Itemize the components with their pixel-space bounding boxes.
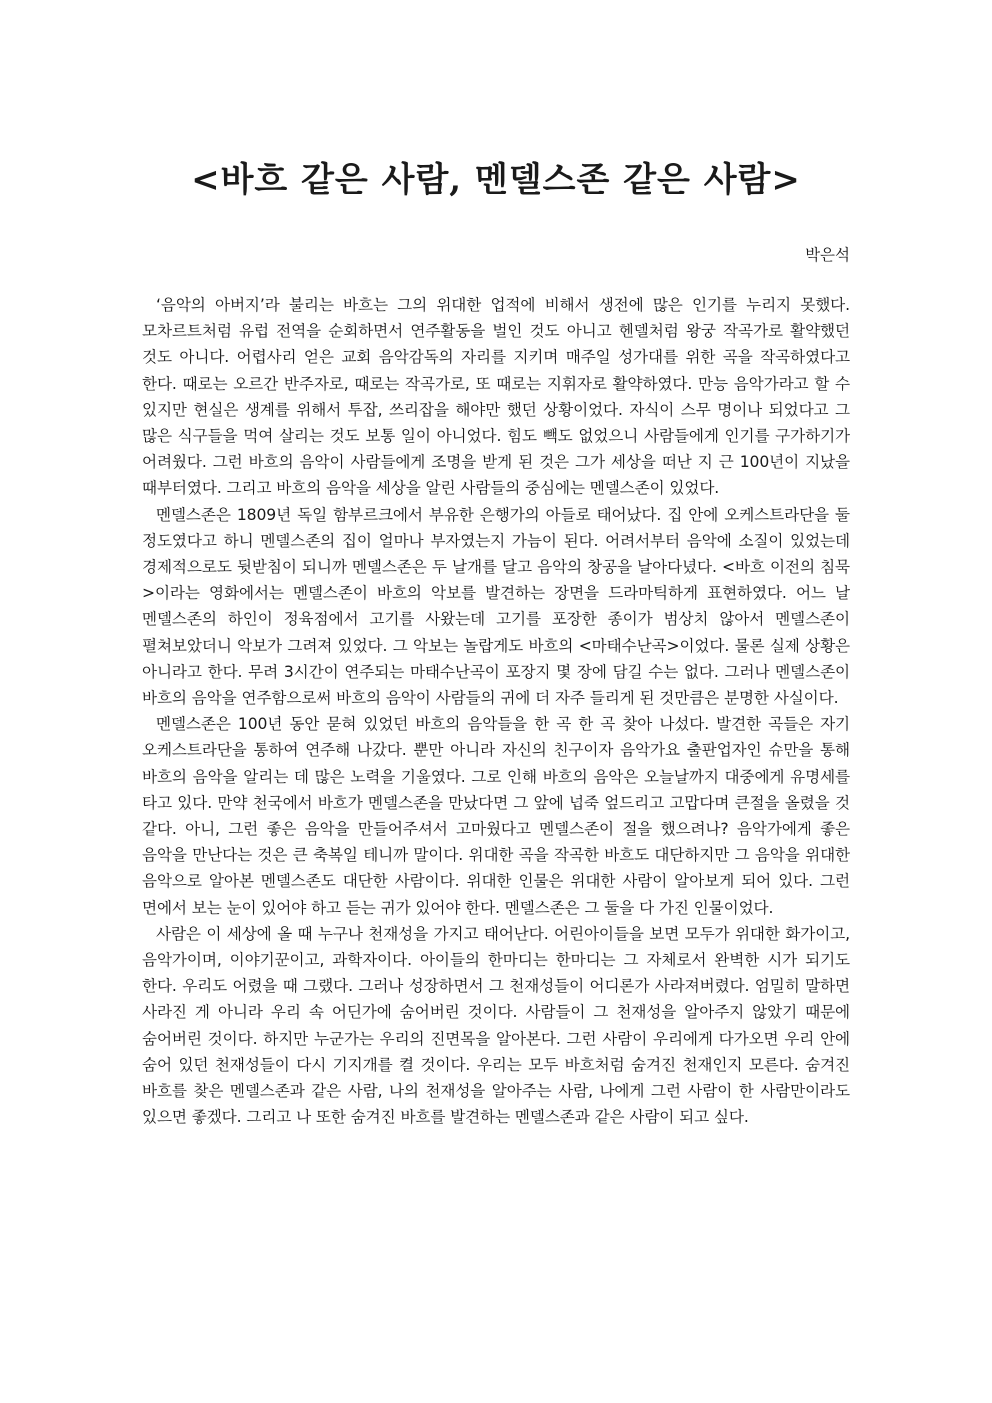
paragraph-1: ‘음악의 아버지’라 불리는 바흐는 그의 위대한 업적에 비해서 생전에 많은 인기를 누리지 못했다. 모차르트처럼 유럽 전역을 순회하면서 연주활동을 벌인 것도 아니고 헨델처럼 왕궁 작곡가로 활약했던 것도 아니다. 어렵사리 얻은 교회 음악감독의 자리를 지키며 매주일 성가대를 위한 곡을 작곡하였다고 한다. 때로는 오르간 반주자로, 때로는 작곡가로, 또 때로는 지휘자로 활약하였다. 만능 음악가라고 할 수 있지만 현실은 생계를 위해서 투잡, 쓰리잡을 해야만 했던 상황이었다. 자식이 스무 명이나 되었다고 그 많은 식구들을 먹여 살리는 것도 보통 일이 아니었다. 힘도 빽도 없었으니 사람들에게 인기를 구가하기가 어려웠다. 그런 바흐의 음악이 사람들에게 조명을 받게 된 것은 그가 세상을 떠난 지 근 100년이 지났을 때부터였다. 그리고 바흐의 음악을 세상을 알린 사람들의 중심에는 멘델스존이 있었다.: [142, 296, 850, 498]
author-name: 박은석: [805, 246, 850, 264]
paragraph-2: 멘델스존은 1809년 독일 함부르크에서 부유한 은행가의 아들로 태어났다. 집 안에 오케스트라단을 둘 정도였다고 하니 멘델스존의 집이 얼마나 부자였는지 가늠이 된다. 어려서부터 음악에 소질이 있었는데 경제적으로도 뒷받침이 되니까 멘델스존은 두 날개를 달고 음악의 창공을 날아다녔다. <바흐 이전의 침묵>이라는 영화에서는 멘델스존이 바흐의 악보를 발견하는 장면을 드라마틱하게 표현하였다. 어느 날 멘델스존의 하인이 정육점에서 고기를 사왔는데 고기를 포장한 종이가 범상치 않아서 멘델스존이 펼쳐보았더니 악보가 그려져 있었다. 그 악보는 놀랍게도 바흐의 <마태수난곡>이었다. 물론 실제 상황은 아니라고 한다. 무려 3시간이 연주되는 마태수난곡이 포장지 몇 장에 담길 수는 없다. 그러나 멘델스존이 바흐의 음악을 연주함으로써 바흐의 음악이 사람들의 귀에 더 자주 들리게 된 것만큼은 분명한 사실이다.: [142, 505, 850, 708]
document-body: [142, 292, 850, 1131]
paragraph-4: 사람은 이 세상에 올 때 누구나 천재성을 가지고 태어난다. 어린아이들을 보면 모두가 위대한 화가이고, 음악가이며, 이야기꾼이고, 과학자이다. 아이들의 한마디는 한마디는 그 자체로서 완벽한 시가 되기도 한다. 우리도 어렸을 때 그랬다. 그러나 성장하면서 그 천재성들이 어디론가 사라져버렸다. 엄밀히 말하면 사라진 게 아니라 우리 속 어딘가에 숨어버린 것이다. 사람들이 그 천재성을 알아주지 않았기 때문에 숨어버린 것이다. 하지만 누군가는 우리의 진면목을 알아본다. 그런 사람이 우리에게 다가오면 우리 안에 숨어 있던 천재성들이 다시 기지개를 켤 것이다. 우리는 모두 바흐처럼 숨겨진 천재인지 모른다. 숨겨진 바흐를 찾은 멘델스존과 같은 사람, 나의 천재성을 알아주는 사람, 나에게 그런 사람이 한 사람만이라도 있으면 좋겠다. 그리고 나 또한 숨겨진 바흐를 발견하는 멘델스존과 같은 사람이 되고 싶다.: [142, 924, 851, 1127]
paragraph-3: 멘델스존은 100년 동안 묻혀 있었던 바흐의 음악들을 한 곡 한 곡 찾아 나섰다. 발견한 곡들은 자기 오케스트라단을 통하여 연주해 나갔다. 뿐만 아니라 자신의 친구이자 음악가요 출판업자인 슈만을 통해 바흐의 음악을 알리는 데 많은 노력을 기울였다. 그로 인해 바흐의 음악은 오늘날까지 대중에게 유명세를 타고 있다. 만약 천국에서 바흐가 멘델스존을 만났다면 그 앞에 넙죽 엎드리고 고맙다며 큰절을 올렸을 것 같다. 아니, 그런 좋은 음악을 만들어주셔서 고마웠다고 멘델스존이 절을 했으려나? 음악가에게 좋은 음악을 만난다는 것은 큰 축복일 테니까 말이다. 위대한 곡을 작곡한 바흐도 대단하지만 그 음악을 위대한 음악으로 알아본 멘델스존도 대단한 사람이다. 위대한 인물은 위대한 사람이 알아보게 되어 있다. 그런 면에서 보는 눈이 있어야 하고 듣는 귀가 있어야 한다. 멘델스존은 그 둘을 다 가진 인물이었다.: [142, 715, 850, 917]
document-title: <바흐 같은 사람, 멘델스존 같은 사람>: [191, 160, 801, 200]
